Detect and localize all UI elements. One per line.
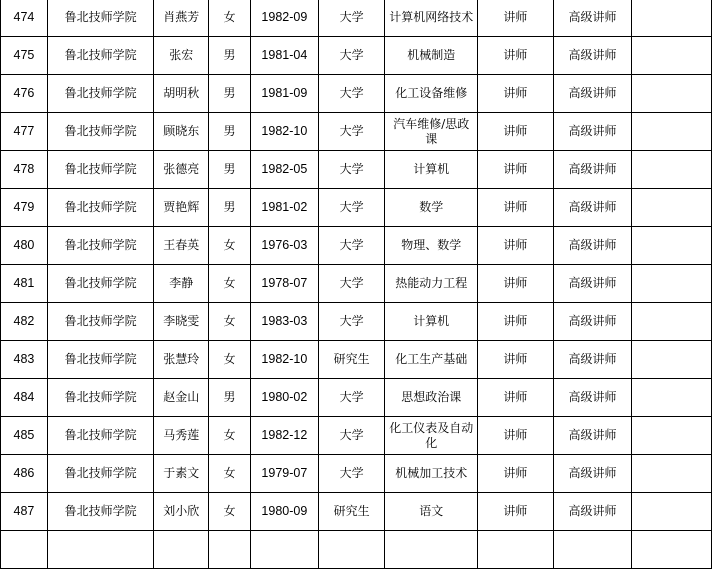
major-cell: 汽车维修/思政课: [385, 113, 478, 151]
gender-cell: 男: [209, 37, 251, 75]
row-number: 483: [1, 341, 48, 379]
education-cell: 大学: [318, 151, 385, 189]
birth-date-cell: 1983-03: [250, 303, 318, 341]
major-cell: 思想政治课: [385, 379, 478, 417]
gender-cell: 男: [209, 379, 251, 417]
title-cell: 讲师: [478, 303, 554, 341]
row-number: 481: [1, 265, 48, 303]
school-cell: 鲁北技师学院: [47, 113, 153, 151]
education-cell: 研究生: [318, 341, 385, 379]
name-cell: 马秀莲: [154, 417, 209, 455]
name-cell: 张德亮: [154, 151, 209, 189]
note-cell: [632, 227, 712, 265]
table-row: [1, 37, 712, 75]
major-cell: 语文: [385, 493, 478, 531]
major-cell: [385, 531, 478, 569]
row-number: 487: [1, 493, 48, 531]
proposed-title-cell: [553, 531, 632, 569]
birth-date-cell: 1982-10: [250, 341, 318, 379]
note-cell: [632, 265, 712, 303]
major-cell: 计算机网络技术: [385, 0, 478, 37]
name-cell: 李晓雯: [154, 303, 209, 341]
school-cell: 鲁北技师学院: [47, 379, 153, 417]
gender-cell: 女: [209, 303, 251, 341]
education-cell: 大学: [318, 265, 385, 303]
major-cell: 物理、数学: [385, 227, 478, 265]
gender-cell: 男: [209, 75, 251, 113]
note-cell: [632, 37, 712, 75]
education-cell: 大学: [318, 303, 385, 341]
name-cell: 肖燕芳: [154, 0, 209, 37]
proposed-title-cell: 高级讲师: [553, 113, 632, 151]
row-number: 475: [1, 37, 48, 75]
education-cell: 大学: [318, 75, 385, 113]
proposed-title-cell: 高级讲师: [553, 0, 632, 37]
birth-date-cell: 1982-12: [250, 417, 318, 455]
row-number: 474: [1, 0, 48, 37]
row-number: 480: [1, 227, 48, 265]
table-row: [1, 113, 712, 151]
row-number: 477: [1, 113, 48, 151]
proposed-title-cell: 高级讲师: [553, 493, 632, 531]
birth-date-cell: 1981-09: [250, 75, 318, 113]
education-cell: 大学: [318, 113, 385, 151]
note-cell: [632, 531, 712, 569]
education-cell: 大学: [318, 379, 385, 417]
birth-date-cell: 1978-07: [250, 265, 318, 303]
table-row: [1, 75, 712, 113]
table-row: [1, 0, 712, 37]
note-cell: [632, 493, 712, 531]
row-number: 478: [1, 151, 48, 189]
education-cell: 大学: [318, 189, 385, 227]
gender-cell: 女: [209, 417, 251, 455]
title-cell: 讲师: [478, 493, 554, 531]
proposed-title-cell: 高级讲师: [553, 151, 632, 189]
major-cell: 化工设备维修: [385, 75, 478, 113]
birth-date-cell: 1982-05: [250, 151, 318, 189]
note-cell: [632, 455, 712, 493]
table-row: [1, 303, 712, 341]
school-cell: 鲁北技师学院: [47, 189, 153, 227]
education-cell: 大学: [318, 417, 385, 455]
table-row: [1, 531, 712, 569]
note-cell: [632, 417, 712, 455]
major-cell: 化工仪表及自动化: [385, 417, 478, 455]
title-cell: 讲师: [478, 379, 554, 417]
gender-cell: [209, 531, 251, 569]
education-cell: 研究生: [318, 493, 385, 531]
major-cell: 热能动力工程: [385, 265, 478, 303]
title-cell: 讲师: [478, 265, 554, 303]
major-cell: 化工生产基础: [385, 341, 478, 379]
title-cell: 讲师: [478, 417, 554, 455]
table-row: [1, 493, 712, 531]
row-number: 486: [1, 455, 48, 493]
birth-date-cell: 1979-07: [250, 455, 318, 493]
gender-cell: 女: [209, 455, 251, 493]
school-cell: 鲁北技师学院: [47, 341, 153, 379]
table-row: [1, 455, 712, 493]
school-cell: 鲁北技师学院: [47, 493, 153, 531]
gender-cell: 女: [209, 341, 251, 379]
gender-cell: 女: [209, 493, 251, 531]
title-cell: 讲师: [478, 0, 554, 37]
row-number: 484: [1, 379, 48, 417]
row-number: 476: [1, 75, 48, 113]
row-number: 479: [1, 189, 48, 227]
title-cell: 讲师: [478, 75, 554, 113]
title-cell: 讲师: [478, 151, 554, 189]
title-cell: 讲师: [478, 227, 554, 265]
school-cell: 鲁北技师学院: [47, 303, 153, 341]
row-number: [1, 531, 48, 569]
proposed-title-cell: 高级讲师: [553, 75, 632, 113]
table-row: [1, 227, 712, 265]
name-cell: 张宏: [154, 37, 209, 75]
birth-date-cell: 1981-02: [250, 189, 318, 227]
row-number: 482: [1, 303, 48, 341]
title-cell: 讲师: [478, 341, 554, 379]
school-cell: [47, 531, 153, 569]
proposed-title-cell: 高级讲师: [553, 189, 632, 227]
school-cell: 鲁北技师学院: [47, 0, 153, 37]
gender-cell: 男: [209, 151, 251, 189]
education-cell: 大学: [318, 37, 385, 75]
title-cell: [478, 531, 554, 569]
table-row: [1, 379, 712, 417]
table-row: [1, 151, 712, 189]
name-cell: 顾晓东: [154, 113, 209, 151]
proposed-title-cell: 高级讲师: [553, 265, 632, 303]
education-cell: [318, 531, 385, 569]
name-cell: 赵金山: [154, 379, 209, 417]
note-cell: [632, 189, 712, 227]
birth-date-cell: 1976-03: [250, 227, 318, 265]
birth-date-cell: 1980-02: [250, 379, 318, 417]
table-row: [1, 265, 712, 303]
table-row: [1, 189, 712, 227]
name-cell: 于素文: [154, 455, 209, 493]
name-cell: [154, 531, 209, 569]
title-cell: 讲师: [478, 455, 554, 493]
name-cell: 刘小欣: [154, 493, 209, 531]
name-cell: 王春英: [154, 227, 209, 265]
note-cell: [632, 379, 712, 417]
row-number: 485: [1, 417, 48, 455]
major-cell: 机械加工技术: [385, 455, 478, 493]
note-cell: [632, 341, 712, 379]
proposed-title-cell: 高级讲师: [553, 227, 632, 265]
gender-cell: 女: [209, 265, 251, 303]
table-row: [1, 341, 712, 379]
proposed-title-cell: 高级讲师: [553, 37, 632, 75]
school-cell: 鲁北技师学院: [47, 37, 153, 75]
proposed-title-cell: 高级讲师: [553, 417, 632, 455]
education-cell: 大学: [318, 0, 385, 37]
birth-date-cell: 1982-10: [250, 113, 318, 151]
proposed-title-cell: 高级讲师: [553, 303, 632, 341]
school-cell: 鲁北技师学院: [47, 227, 153, 265]
name-cell: 贾艳辉: [154, 189, 209, 227]
note-cell: [632, 75, 712, 113]
title-cell: 讲师: [478, 37, 554, 75]
title-cell: 讲师: [478, 113, 554, 151]
major-cell: 机械制造: [385, 37, 478, 75]
note-cell: [632, 151, 712, 189]
note-cell: [632, 0, 712, 37]
gender-cell: 女: [209, 0, 251, 37]
school-cell: 鲁北技师学院: [47, 417, 153, 455]
table-row: [1, 417, 712, 455]
birth-date-cell: [250, 531, 318, 569]
gender-cell: 男: [209, 113, 251, 151]
school-cell: 鲁北技师学院: [47, 75, 153, 113]
proposed-title-cell: 高级讲师: [553, 341, 632, 379]
gender-cell: 男: [209, 189, 251, 227]
school-cell: 鲁北技师学院: [47, 455, 153, 493]
proposed-title-cell: 高级讲师: [553, 379, 632, 417]
proposed-title-cell: 高级讲师: [553, 455, 632, 493]
name-cell: 胡明秋: [154, 75, 209, 113]
school-cell: 鲁北技师学院: [47, 151, 153, 189]
title-cell: 讲师: [478, 189, 554, 227]
name-cell: 李静: [154, 265, 209, 303]
major-cell: 计算机: [385, 151, 478, 189]
education-cell: 大学: [318, 455, 385, 493]
birth-date-cell: 1982-09: [250, 0, 318, 37]
school-cell: 鲁北技师学院: [47, 265, 153, 303]
gender-cell: 女: [209, 227, 251, 265]
major-cell: 数学: [385, 189, 478, 227]
birth-date-cell: 1980-09: [250, 493, 318, 531]
name-cell: 张慧玲: [154, 341, 209, 379]
education-cell: 大学: [318, 227, 385, 265]
note-cell: [632, 113, 712, 151]
note-cell: [632, 303, 712, 341]
birth-date-cell: 1981-04: [250, 37, 318, 75]
major-cell: 计算机: [385, 303, 478, 341]
